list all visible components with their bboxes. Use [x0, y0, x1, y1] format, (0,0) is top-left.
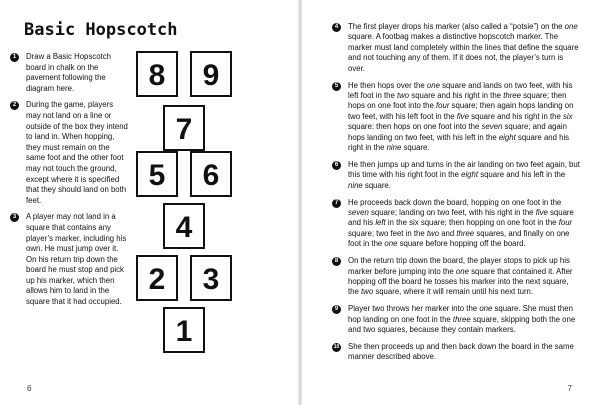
emphasized-text: eight — [498, 132, 516, 142]
step-item — [332, 198, 580, 250]
text-run: in the six square; then hopping on one foot in the — [385, 218, 559, 228]
step-item — [332, 342, 580, 363]
emphasized-text: one — [384, 239, 398, 249]
board-cell-label: 7 — [175, 113, 193, 146]
board-cell-6 — [191, 152, 231, 196]
text-run: square. A footbag makes a distinctive hopscotch marker. The marker must land completely within the lines that define the square and not touching any of them. If it does not, the player’s turn is over. — [348, 32, 579, 73]
text-run: On the return trip down the board, the player stops to pick up his marker before jumping into the — [348, 256, 570, 276]
board-cell-label: 1 — [175, 315, 193, 348]
board-cell-label: 6 — [202, 159, 220, 192]
text-run: square: then hops on one foot into the — [348, 122, 482, 132]
page-number: 6 — [27, 384, 32, 393]
step-item — [10, 52, 128, 94]
board-cell-label: 4 — [175, 211, 193, 244]
left-steps-list — [10, 52, 128, 314]
text-run: square, skipping both the one and two squares, because they contain markers. — [348, 314, 576, 335]
text-run: square and lands on two feet, with his left foot in the — [348, 80, 573, 100]
step-text: Draw a Basic Hopscotch board in chalk on the pavement following the diagram here. — [26, 52, 111, 93]
emphasized-text: three — [456, 228, 475, 238]
emphasized-text: three — [452, 314, 471, 324]
board-cell-label: 9 — [202, 59, 220, 92]
step-number-badge: 2 — [10, 101, 19, 110]
text-run: square and his — [348, 208, 574, 228]
step-number-badge: 4 — [332, 23, 341, 32]
text-run: He proceeds back down the board, hopping on one foot in the — [348, 197, 562, 207]
step-number-badge: 9 — [332, 305, 341, 314]
text-run: squares, and finally on one foot in the — [348, 228, 570, 249]
board-cell-7 — [164, 106, 204, 150]
text-run: square; two feet in the — [348, 228, 427, 238]
step-number-badge: 10 — [333, 343, 340, 350]
emphasized-text: four — [558, 218, 573, 228]
text-run: square; and again hops landing on two feet, with his left in the — [348, 122, 567, 142]
step-item — [10, 100, 128, 206]
step-text: During the game, players may not land on a line or outside of the box they intend to land in. When hopping, they must remain on the same foot and the other foot may not touch the ground, except where it is specified that they should land on both feet. — [26, 100, 128, 205]
step-text — [348, 342, 574, 361]
board-cell-4 — [164, 204, 204, 248]
board-cell-9 — [191, 52, 231, 96]
text-run: square; then hops on one foot into the — [348, 90, 567, 111]
text-run: She then proceeds up and then back down the board in the same manner described above. — [348, 341, 574, 362]
text-run: The first player drops his marker (also called a “potsie”) on the — [348, 22, 565, 31]
page-title: Basic Hopscotch — [24, 20, 178, 40]
step-text — [348, 160, 580, 190]
text-run: square before hopping off the board. — [397, 239, 526, 249]
board-cell-label: 5 — [148, 159, 166, 192]
board-cell-3 — [191, 256, 231, 300]
emphasized-text: six — [562, 111, 573, 121]
step-number-badge: 5 — [332, 82, 341, 91]
emphasized-text: one — [455, 266, 469, 276]
page-number: 7 — [567, 384, 572, 393]
step-item — [332, 304, 580, 335]
text-run: He then jumps up and turns in the air landing on two feet again, but this time with his right foot in the — [348, 159, 580, 180]
step-item — [332, 81, 580, 154]
text-run: square. — [362, 180, 391, 190]
emphasized-text: one — [564, 22, 578, 31]
text-run: square. She must then hop landing on one foot in the — [348, 304, 573, 324]
step-number-badge: 3 — [10, 213, 19, 222]
text-run: square and his right in the — [348, 132, 570, 152]
emphasized-text: left — [375, 218, 386, 228]
step-number-badge: 7 — [332, 199, 341, 208]
emphasized-text: five — [535, 208, 548, 217]
text-run: square and his left in the — [478, 170, 566, 180]
step-text — [348, 304, 575, 334]
text-run: square, where it will remain until his next turn. — [373, 287, 534, 297]
step-text — [348, 22, 579, 73]
emphasized-text: seven — [348, 208, 369, 217]
left-page — [0, 0, 298, 405]
emphasized-text: two — [361, 287, 374, 297]
board-cell-8 — [137, 52, 177, 96]
text-run: square and his right in the — [468, 111, 563, 121]
emphasized-text: five — [456, 111, 469, 121]
board-cell-label: 8 — [148, 59, 166, 92]
emphasized-text: one — [479, 304, 493, 314]
step-item — [332, 160, 580, 191]
emphasized-text: nine — [386, 142, 402, 152]
emphasized-text: seven — [481, 122, 503, 132]
step-text — [348, 81, 573, 152]
step-text — [348, 198, 574, 249]
text-run: square; then again hops landing on two feet, with his left foot in the — [348, 101, 574, 121]
board-cell-1 — [164, 308, 204, 352]
text-run: square that contained it. After hopping off the board he tosses his marker into the next square, the — [348, 266, 573, 297]
step-text — [348, 256, 573, 296]
text-run: square and his right in the — [409, 90, 504, 100]
step-number-badge: 8 — [332, 257, 341, 266]
text-run: He then hops over the — [348, 80, 427, 90]
emphasized-text: one — [426, 80, 440, 90]
right-steps-list — [332, 22, 580, 369]
emphasized-text: eight — [461, 170, 479, 180]
emphasized-text: nine — [348, 180, 363, 190]
step-number-badge: 1 — [10, 53, 19, 62]
step-item — [10, 212, 128, 307]
emphasized-text: four — [436, 101, 450, 111]
text-run: Player two throws her marker into the — [348, 304, 480, 314]
board-cell-label: 3 — [202, 263, 220, 296]
emphasized-text: three — [503, 90, 521, 100]
board-cell-5 — [137, 152, 177, 196]
board-cell-label: 2 — [148, 263, 166, 296]
emphasized-text: two — [396, 90, 410, 100]
text-run: and — [439, 228, 457, 238]
step-text: A player may not land in a square that contains any player’s marker, including his own. He must jump over it. On his return trip down the board he must stop and pick up his marker, which then allows him to land in the square that it had occupied. — [26, 212, 127, 307]
text-run: square; landing on two feet, with his right in the — [368, 208, 536, 217]
emphasized-text: two — [426, 228, 440, 238]
step-number-badge: 6 — [332, 161, 341, 170]
right-page — [302, 0, 600, 405]
step-item — [332, 22, 580, 74]
text-run: square. — [401, 142, 430, 152]
board-cell-2 — [137, 256, 177, 300]
step-item — [332, 256, 580, 298]
